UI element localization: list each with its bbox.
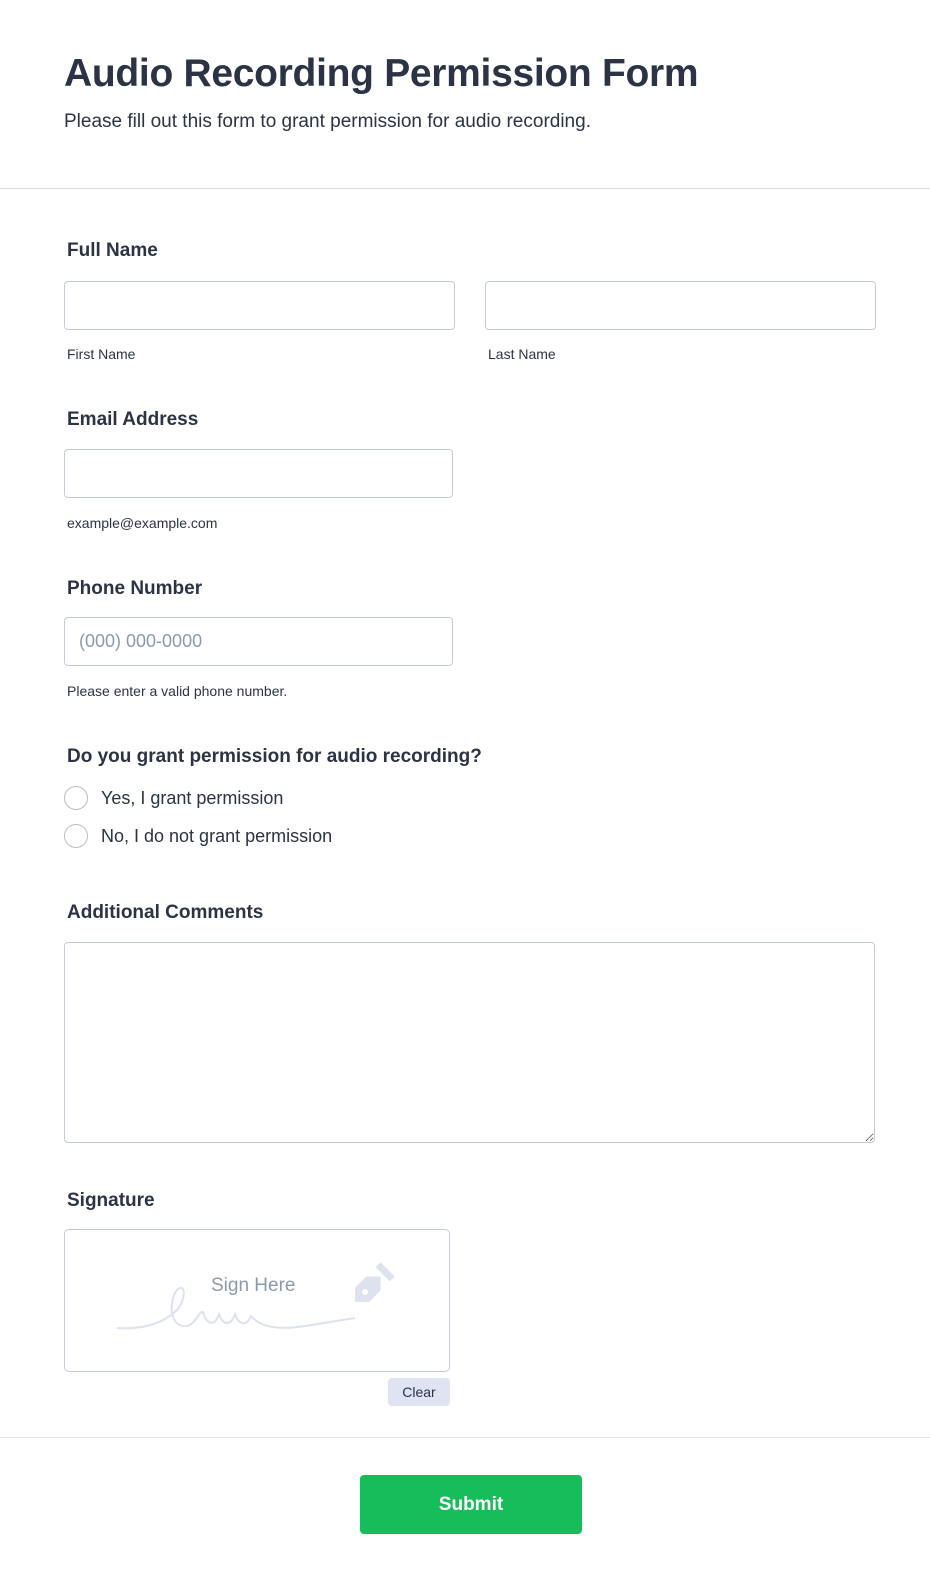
clear-signature-button[interactable]: Clear [388,1378,450,1406]
phone-hint: Please enter a valid phone number. [67,683,288,699]
email-hint: example@example.com [67,515,218,531]
permission-label: Do you grant permission for audio recording? [67,746,482,767]
phone-label: Phone Number [67,578,203,599]
radio-yes[interactable] [64,786,283,810]
radio-no-label: No, I do not grant permission [101,825,333,846]
radio-circle[interactable] [64,786,88,810]
page-title: Audio Recording Permission Form [64,52,699,95]
phone-input[interactable] [64,617,453,666]
last-name-input[interactable] [485,281,876,330]
email-input[interactable] [64,449,453,498]
signature-scribble-icon [65,1230,451,1373]
radio-circle[interactable] [64,824,88,848]
radio-yes-label: Yes, I grant permission [101,787,284,808]
footer-divider [0,1437,930,1438]
signature-label: Signature [67,1190,155,1211]
signature-placeholder: Sign Here [211,1275,296,1296]
comments-label: Additional Comments [67,902,264,923]
page-subtitle: Please fill out this form to grant permission for audio recording. [64,111,591,132]
pen-icon [348,1262,395,1309]
submit-button[interactable]: Submit [360,1475,582,1534]
comments-textarea[interactable] [64,942,875,1143]
first-name-hint: First Name [67,346,136,362]
full-name-label: Full Name [67,240,158,261]
signature-pad[interactable] [64,1229,450,1372]
email-label: Email Address [67,409,199,430]
first-name-input[interactable] [64,281,455,330]
radio-no[interactable] [64,824,332,848]
last-name-hint: Last Name [488,346,556,362]
form-header [0,0,930,189]
